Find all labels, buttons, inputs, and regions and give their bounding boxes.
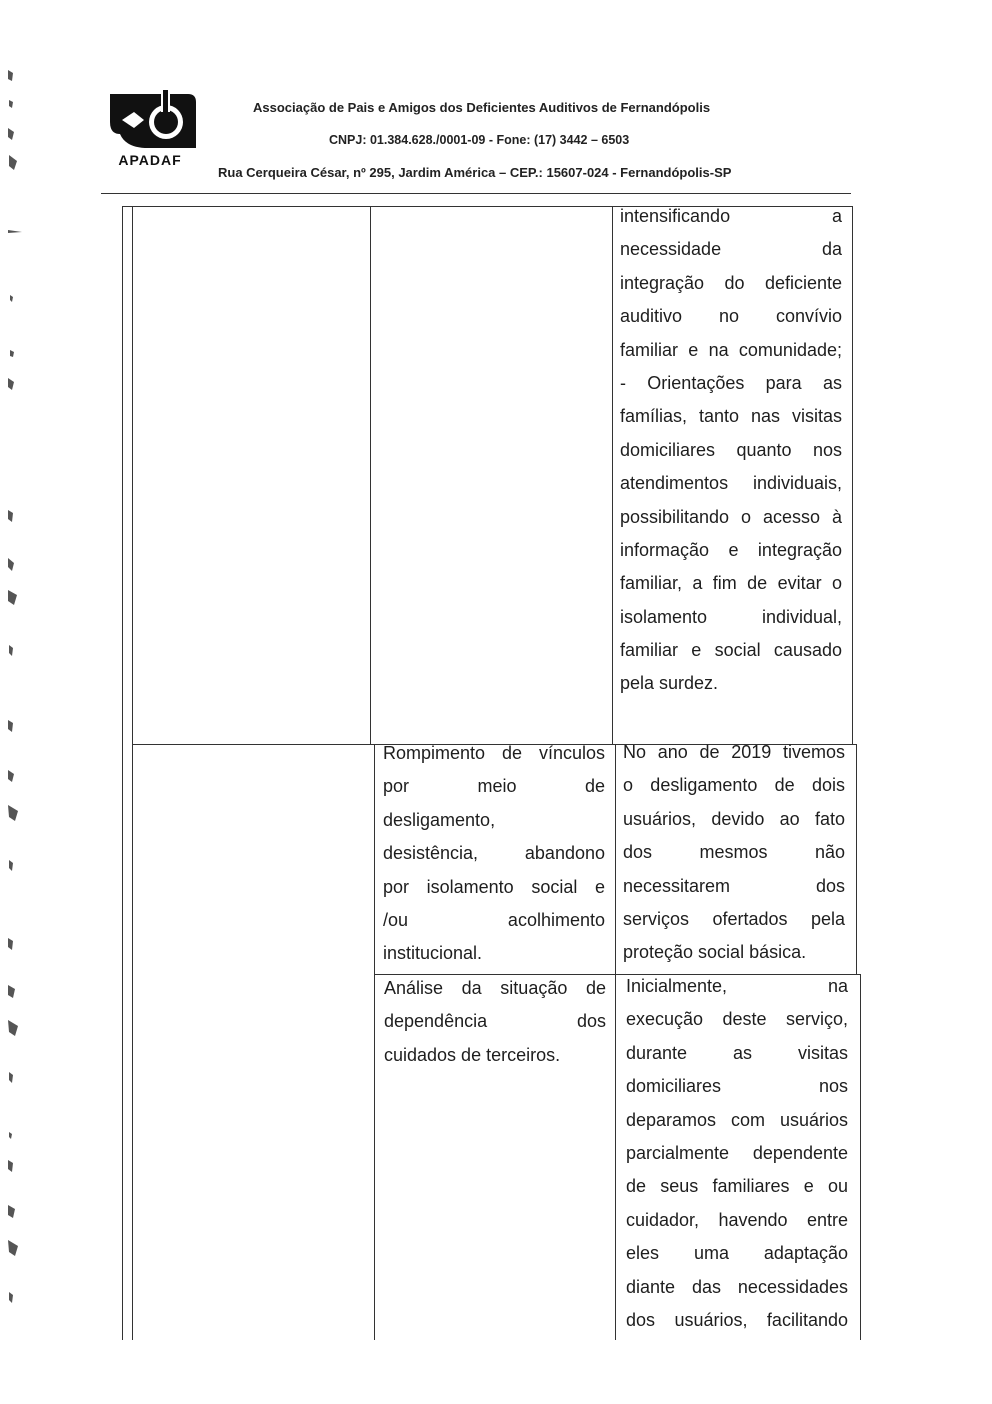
text-line: cuidador, havendo entre: [626, 1209, 848, 1230]
text-line: informação e integração: [620, 539, 842, 560]
text-line: Inicialmente, na: [626, 976, 848, 996]
text-line: eles uma adaptação: [626, 1243, 848, 1264]
text-line: atendimentos individuais,: [620, 473, 842, 494]
text-line: dos usuários, facilitando: [626, 1309, 848, 1330]
organization-name: Associação de Pais e Amigos dos Deficientes Auditivos de Fernandópolis: [253, 100, 711, 115]
logo-text: APADAF: [118, 152, 182, 168]
table-divider-col2-row1: [370, 206, 371, 744]
text-line: possibilitando o acesso à: [620, 506, 842, 527]
header-rule: [101, 193, 851, 194]
table-divider-col3-row2: [615, 744, 616, 1340]
text-line: Análise da situação de: [384, 978, 606, 998]
table-border-left-outer: [122, 206, 123, 1340]
text-line: desligamento,: [383, 809, 496, 830]
table-border-right-row1: [852, 206, 853, 744]
text-line: por meio de: [383, 776, 605, 797]
text-line: No ano de 2019 tivemos: [623, 742, 845, 762]
table-cell-row2-col2: [383, 737, 605, 971]
text-line: durante as visitas: [626, 1042, 848, 1063]
text-line: proteção social básica.: [623, 942, 807, 963]
table-cell-row3-col2: [384, 972, 606, 1072]
text-line: execução deste serviço,: [626, 1009, 848, 1030]
text-line: domiciliares quanto nos: [620, 439, 842, 460]
text-line: famílias, tanto nas visitas: [620, 406, 842, 427]
text-line: desistência, abandono: [383, 843, 605, 864]
text-line: auditivo no convívio: [620, 306, 842, 327]
text-line: intensificando a: [620, 206, 842, 226]
text-line: isolamento individual,: [620, 606, 842, 627]
text-line: Rompimento de vínculos: [383, 743, 605, 763]
text-line: cuidados de terceiros.: [384, 1044, 561, 1065]
cnpj-phone-line: CNPJ: 01.384.628./0001-09 - Fone: (17) 3442 – 6503: [329, 133, 630, 147]
text-line: /ou acolhimento: [383, 909, 605, 930]
text-line: dependência dos: [384, 1011, 606, 1032]
text-line: de seus familiares e ou: [626, 1176, 848, 1197]
table-divider-col2-row2: [374, 744, 375, 1340]
address-line: Rua Cerqueira César, nº 295, Jardim América – CEP.: 15607-024 - Fernandópolis-SP: [218, 165, 732, 180]
text-line: serviços ofertados pela: [623, 908, 845, 929]
text-line: diante das necessidades: [626, 1276, 848, 1297]
table-border-right-row3: [860, 974, 861, 1340]
table-border-left-inner: [132, 206, 133, 1340]
text-line: necessitarem dos: [623, 875, 845, 896]
text-line: integração do deficiente: [620, 272, 842, 293]
table-border-right-row2: [856, 744, 857, 974]
scan-margin-marks: [0, 60, 30, 1340]
table-cell-row1-col3: [620, 200, 842, 701]
text-line: institucional.: [383, 943, 483, 964]
text-line: - Orientações para as: [620, 372, 842, 393]
text-line: pela surdez.: [620, 673, 719, 694]
text-line: parcialmente dependente: [626, 1142, 848, 1163]
text-line: dos mesmos não: [623, 842, 845, 863]
table-divider-col3-row1: [612, 206, 613, 744]
table-cell-row2-col3: [623, 736, 845, 970]
text-line: domiciliares nos: [626, 1076, 848, 1097]
text-line: familiar, a fim de evitar o: [620, 573, 842, 594]
text-line: deparamos com usuários: [626, 1109, 848, 1130]
text-line: familiar e social causado: [620, 640, 842, 661]
text-line: usuários, devido ao fato: [623, 808, 845, 829]
text-line: por isolamento social e: [383, 876, 605, 897]
text-line: o desligamento de dois: [623, 775, 845, 796]
text-line: familiar e na comunidade;: [620, 339, 842, 360]
table-cell-row3-col3: [626, 970, 848, 1337]
text-line: necessidade da: [620, 239, 842, 260]
